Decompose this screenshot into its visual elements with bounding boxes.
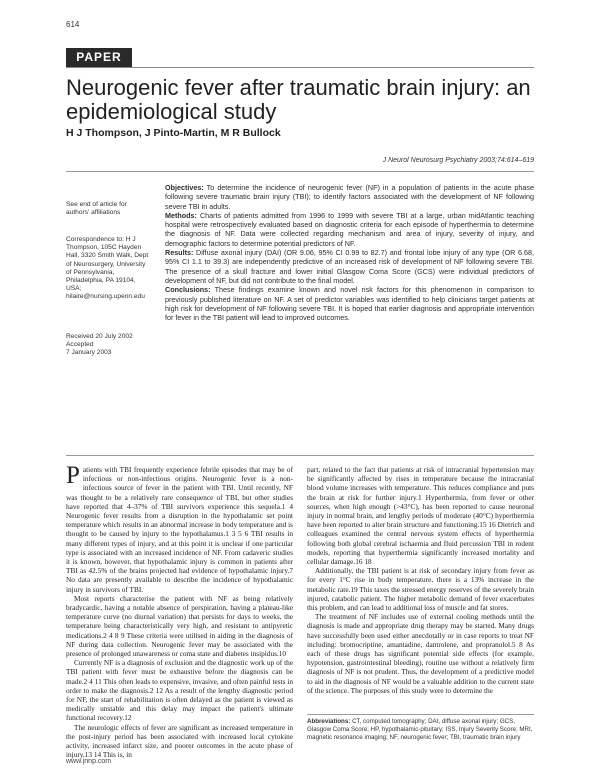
body-paragraph: Additionally, the TBI patient is at risk of secondary injury from fever as for every 1°C rise in body temperature, there is a 13% increase in the metabolic rate.19 This taxes the stressed energy reserves of the severely brain injured, catabolic patient. The higher metabolic demand of fever exacerbates this problem, and can lead to additional loss of muscle and fat stores. bbox=[307, 566, 534, 613]
section-label: PAPER bbox=[66, 48, 132, 67]
methods-text: Charts of patients admitted from 1996 to 1999 with severe TBI at a large, urban midAtlantic teaching hospital were retrospectively evaluated based on diagnostic criteria for each episode of hyperthermia to determine the diagnosis of NF. Data were collected regarding mechanism and area of injury, severity of injury, and demographic factors to determine potential predictors of NF. bbox=[165, 210, 534, 248]
methods-label: Methods: bbox=[165, 210, 197, 220]
results-text: Diffuse axonal injury (DAI) (OR 9.06, 95% CI 0.99 to 82.7) and frontal lobe injury of any type (OR 6.68, 95% CI 1.1 to 39.3) are independently predictive of an increased risk of development of NF following severe TBI. The presence of a skull fracture and lower initial Glasgow Coma Score (GCS) were individual predictors of development of NF, but did not contribute to the final model. bbox=[165, 248, 534, 285]
journal-url: www.jnnp.com bbox=[66, 758, 112, 765]
results-label: Results: bbox=[165, 248, 194, 258]
abstract bbox=[165, 183, 534, 322]
abbreviations-text: CT, computed tomography; DAI, diffuse axonal injury; GCS, Glasgow Coma Score; HP, hypothalamic-pituitary; ISS, Injury Severity Score; MRI, magnetic resonance imaging; NF, neurogenic fever; TBI, traumatic brain injury bbox=[307, 718, 533, 741]
paragraph-text: atients with TBI frequently experience febrile episodes that may be of infectious or non-infectious origins. Neurogenic fever is a non-infectious source of fever in the patient with TBI. Until recently, NF was thought to be a relatively rare consequence of TBI, but other studies have reported that 4–37% of TBI survivors experience this sequela.1 4 Neurogenic fever results from a disruption in the hypothalamic set point temperature which results in an abnormal increase in body temperature and is thought to be caused by injury to the hypothalamus.1 3 5 6 TBI results in many different types of injury, and at this point it is unclear if one particular type is associated with an increased incidence of NF. From cadaveric studies it is known, however, that hypothalamic injury is common in patients after TBI as 42.5% of the brains projected had evidence of hypothalamic injury.7 No data are presently available to describe the incidence of hypothalamic injury in survivors of TBI. bbox=[66, 465, 293, 594]
accepted-date: 7 January 2003 bbox=[66, 349, 112, 356]
body-column-right bbox=[307, 465, 534, 695]
abstract-rule bbox=[66, 455, 534, 456]
body-column-left bbox=[66, 462, 293, 760]
body-paragraph bbox=[66, 462, 293, 594]
correspondence-note: Correspondence to: H J Thompson, 105C Hayden Hall, 3320 Smith Walk, Dept of Neurosurgery, University of Pennsylvania, Philadelphia, PA 19104, USA; hilaire@nursing.upenn.edu bbox=[66, 236, 149, 301]
conclusions-label: Conclusions: bbox=[165, 285, 211, 295]
received-date: Received 20 July 2002 bbox=[66, 333, 133, 340]
drop-cap: P bbox=[66, 462, 80, 489]
body-paragraph: Most reports characterise the patient with NF as being relatively bradycardic, having a notable absence of perspiration, having a plateau-like temperature curve (no diurnal variation) that persists for days to weeks, the temperature being characteristically very high, and resistant to antipyretic medications.2 4 8 9 These criteria were utilised in aiding in the diagnosis of NF during data collection. Neurogenic fever may be associated with the presence of prolonged unawareness or coma state and diabetes insipidus.10 bbox=[66, 593, 293, 659]
abbreviations-label: Abbreviations: bbox=[307, 718, 351, 725]
abbreviations-box bbox=[307, 718, 534, 741]
objectives-label: Objectives: bbox=[165, 183, 204, 192]
article-title: Neurogenic fever after traumatic brain injury: an epidemiological study bbox=[66, 75, 531, 124]
abstract-objectives bbox=[165, 183, 534, 211]
abbreviations-rule bbox=[307, 714, 534, 715]
abstract-methods bbox=[165, 211, 534, 248]
body-paragraph: The treatment of NF includes use of external cooling methods until the diagnosis is made and appropriate drug therapy may be started. Many drugs have successfully been used either anecdotally or in case reports to treat NF including: bromocriptine, amantadine, dantrolene, and propranolol.5 8 As each of these drugs has significant potential side effects (for example, hypotension, gastrointestinal bleeding), routine use without a relatively firm diagnosis of NF is not prudent. Thus, the development of a predictive model to aid in the diagnosis of NF would be a valuable addition to the current state of the science. The purposes of this study were to determine the bbox=[307, 612, 534, 695]
affiliations-note: See end of article for authors' affiliations bbox=[66, 201, 127, 217]
page-number: 614 bbox=[66, 20, 80, 29]
header-rule bbox=[66, 67, 534, 68]
abstract-conclusions bbox=[165, 285, 534, 322]
accepted-label: Accepted bbox=[66, 341, 94, 348]
journal-citation: J Neurol Neurosurg Psychiatry 2003;74:614–619 bbox=[382, 157, 534, 164]
body-paragraph: part, related to the fact that patients at risk of intracranial hypertension may be significantly affected by rises in temperature because the intracranial blood volume increases with temperature. This reduces compliance and puts the brain at risk for further injury.1 Hyperthermia, from fever or other sources, when high enough (>43°C), has been reported to cause neuronal injury in normal brain, and lengthy periods of moderate (40°C) hyperthermia have been reported to alter brain structure and functioning.15 16 Dietrich and colleagues examined the central nervous system effects of hyperthermia following both global cerebral ischaemia and fluid percussion TBI in rodent models, reporting that hyperthermia significantly increased mortality and cellular damage.16 18 bbox=[307, 465, 534, 567]
conclusions-text: These findings examine known and novel risk factors for this phenomenon in comparison to previously published literature on NF. A set of predictor variables was identified to help clinicians target patients at high risk for development of NF following severe TBI. It is hoped that earlier diagnosis and appropriate intervention for fever in the TBI patient will lead to improved outcomes. bbox=[165, 285, 534, 323]
body-paragraph: Currently NF is a diagnosis of exclusion and the diagnostic work up of the TBI patient with fever must be exhaustive before the diagnosis can be made.2 4 11 This often leads to expensive, invasive, and often painful tests in order to make the diagnosis.2 12 As a result of the lengthy diagnostic period for NF, the start of rehabilitation is often delayed as the patient is viewed as medically unstable and this delay may impact the patient's ultimate functional recovery.12 bbox=[66, 658, 293, 723]
abstract-results bbox=[165, 248, 534, 285]
objectives-text: To determine the incidence of neurogenic fever (NF) in a population of patients in the acute phase following severe traumatic brain injury (TBI); to identify factors associated with the development of NF following severe TBI in adults. bbox=[165, 183, 534, 211]
author-list: H J Thompson, J Pinto-Martin, M R Bullock bbox=[66, 127, 281, 139]
citation-rule bbox=[66, 171, 534, 172]
body-paragraph: The neurologic effects of fever are significant as increased temperature in the post-injury period has been associated with increased local cytokine activity, increased infarct size, and poorer outcomes in the acute phase of injury.13 14 This is, in bbox=[66, 722, 293, 760]
